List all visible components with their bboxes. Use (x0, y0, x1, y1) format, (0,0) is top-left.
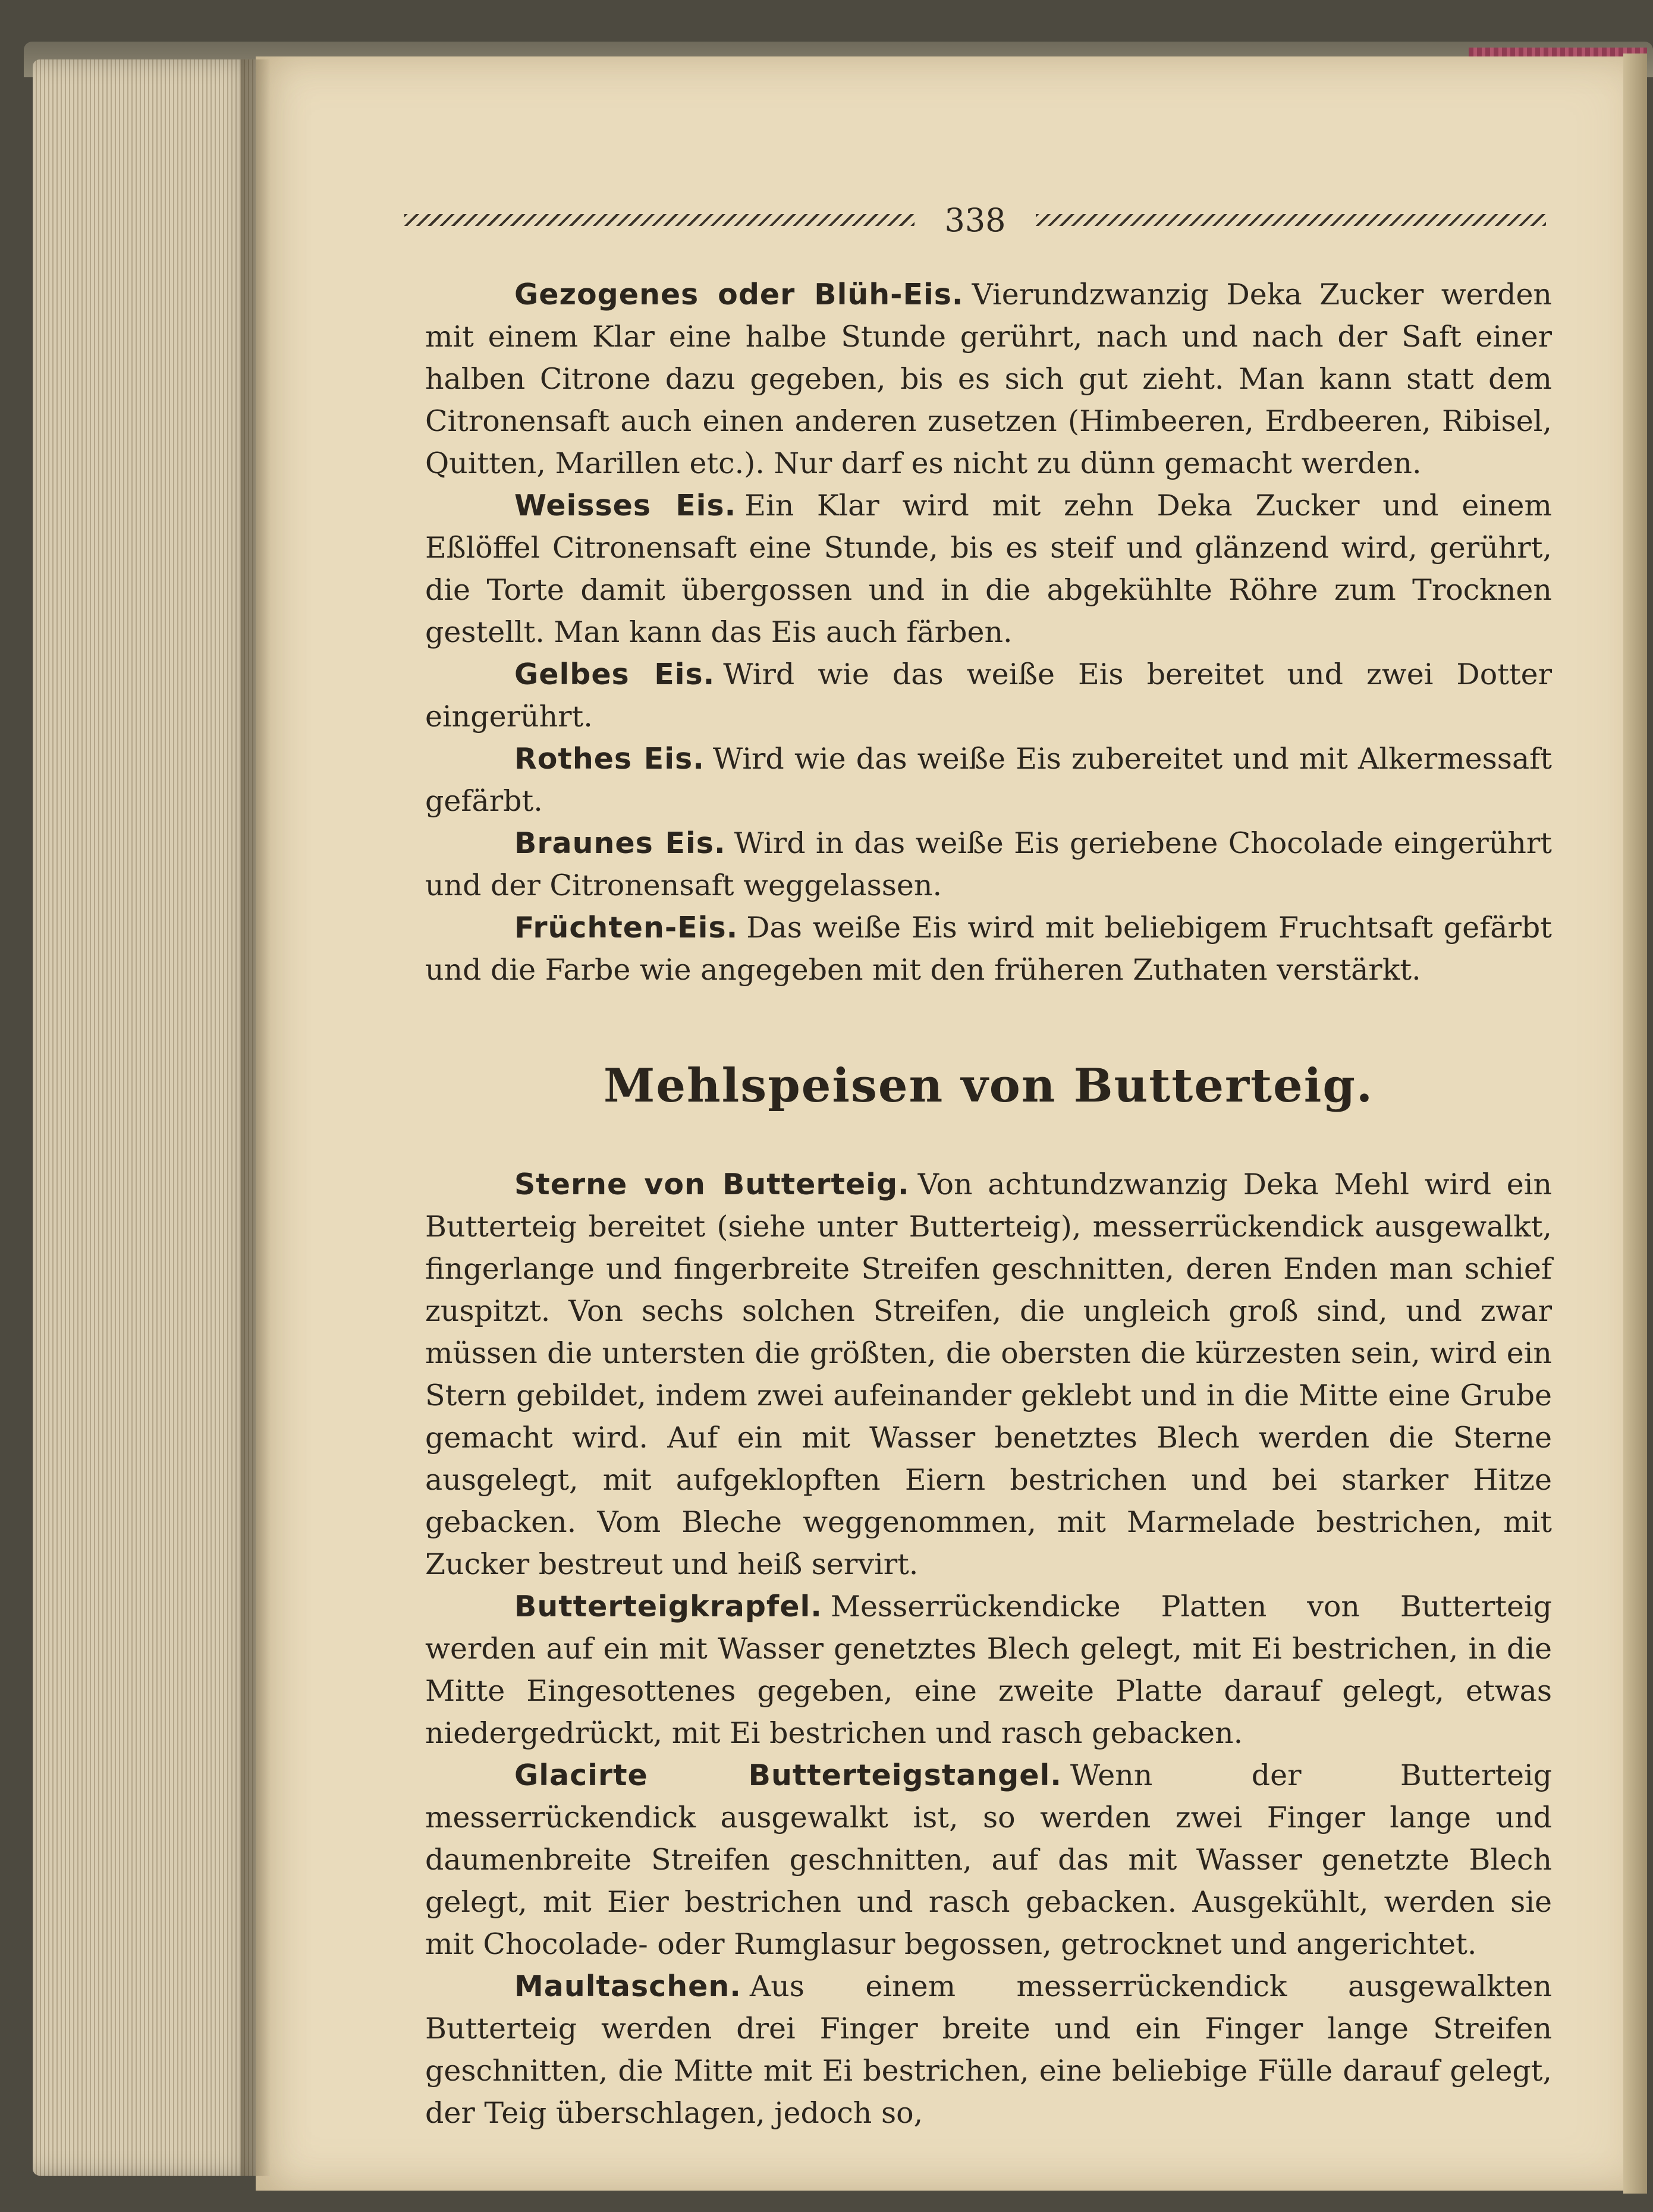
recipe-body: Wird wie das weiße Eis bereitet und zwei Dotter eingerührt. (425, 657, 1552, 734)
page-header (404, 202, 1546, 238)
recipe-body: Wird wie das weiße Eis zubereitet und mit Alkermessaft gefärbt. (425, 742, 1552, 818)
page-number: 338 (944, 201, 1006, 239)
recipe-braunes-eis (425, 822, 1552, 907)
recipe-butterteigkrapfel (425, 1585, 1552, 1754)
recipe-heading: Gelbes Eis. (514, 657, 715, 691)
spine-shadow (241, 59, 271, 2176)
page-right-edge (1623, 54, 1647, 2194)
recipe-body: Aus einem messerrückendick ausgewalkten Butterteig werden drei Finger breite und ein Finger lange Streifen geschnitten, die Mitte mit Ei bestrichen, eine beliebige Fülle darauf gelegt, der Teig überschlagen, jedoch so, (425, 1969, 1552, 2130)
recipe-heading: Glacirte Butterteigstangel. (514, 1758, 1062, 1792)
recipe-body: Das weiße Eis wird mit beliebigem Fruchtsaft gefärbt und die Farbe wie angegeben mit den früheren Zuthaten verstärkt. (425, 911, 1552, 987)
page-edges (33, 59, 259, 2176)
recipe-body: Vierundzwanzig Deka Zucker werden mit einem Klar eine halbe Stunde gerührt, nach und nach der Saft einer halben Citrone dazu gegeben, bis es sich gut zieht. Man kann statt dem Citronensaft auch einen anderen zusetzen (Himbeeren, Erdbeeren, Ribisel, Quitten, Marillen etc.). Nur darf es nicht zu dünn gemacht werden. (425, 278, 1552, 480)
recipe-glacirte-stangel (425, 1754, 1552, 1965)
recipe-body: Wenn der Butterteig messerrückendick ausgewalkt ist, so werden zwei Finger lange und daumenbreite Streifen geschnitten, auf das mit Wasser genetzte Blech gelegt, mit Eier bestrichen und rasch gebacken. Ausgekühlt, werden sie mit Chocolade- oder Rumglasur begossen, getrocknet und angerichtet. (425, 1758, 1552, 1961)
recipe-heading: Butterteigkrapfel. (514, 1590, 822, 1623)
page-text (425, 273, 1552, 2134)
section-title: Mehlspeisen von Butterteig. (603, 1059, 1374, 1113)
recipe-heading: Maultaschen. (514, 1969, 741, 2003)
recipe-body: Ein Klar wird mit zehn Deka Zucker und einem Eßlöffel Citronensaft eine Stunde, bis es steif und glänzend wird, gerührt, die Torte damit übergossen und in die abgekühlte Röhre zum Trocknen gestellt. Man kann das Eis auch färben. (425, 489, 1553, 649)
recipe-sterne (425, 1163, 1552, 1585)
recipe-heading: Sterne von Butterteig. (514, 1168, 910, 1201)
recipe-weisses-eis (425, 484, 1552, 653)
recipe-gezogenes-eis (425, 273, 1552, 484)
recipe-rothes-eis (425, 738, 1552, 822)
recipe-gelbes-eis (425, 653, 1552, 738)
recipe-heading: Rothes Eis. (514, 742, 705, 776)
recipe-maultaschen (425, 1965, 1552, 2134)
recipe-heading: Früchten-Eis. (514, 911, 738, 945)
recipe-body: Von achtundzwanzig Deka Mehl wird ein Butterteig bereitet (siehe unter Butterteig), messerrückendick ausgewalkt, fingerlange und fingerbreite Streifen geschnitten, deren Enden man schief zuspitzt. Von sechs solchen Streifen, die ungleich groß sind, und zwar müssen die untersten die größten, die obersten die kürzesten sein, wird ein Stern gebildet, indem zwei aufeinander geklebt und in die Mitte eine Grube gemacht wird. Auf ein mit Wasser benetztes Blech werden die Sterne ausgelegt, mit aufgeklopften Eiern bestrichen und bei starker Hitze gebacken. Vom Bleche weggenommen, mit Marmelade bestrichen, mit Zucker bestreut und heiß servirt. (425, 1168, 1553, 1581)
recipe-body: Wird in das weiße Eis geriebene Chocolade eingerührt und der Citronensaft weggelassen. (425, 826, 1552, 902)
header-ornament-left (404, 214, 915, 226)
recipe-fruechten-eis (425, 907, 1552, 991)
recipe-heading: Braunes Eis. (514, 826, 726, 860)
header-ornament-right (1036, 214, 1546, 226)
recipe-heading: Weisses Eis. (514, 489, 737, 523)
recipe-heading: Gezogenes oder Blüh-Eis. (514, 278, 964, 311)
recipe-body: Messerrückendicke Platten von Butterteig werden auf ein mit Wasser genetztes Blech gelegt, mit Ei bestrichen, in die Mitte Eingesottenes gegeben, eine zweite Platte darauf gelegt, etwas niedergedrückt, mit Ei bestrichen und rasch gebacken. (425, 1590, 1552, 1750)
